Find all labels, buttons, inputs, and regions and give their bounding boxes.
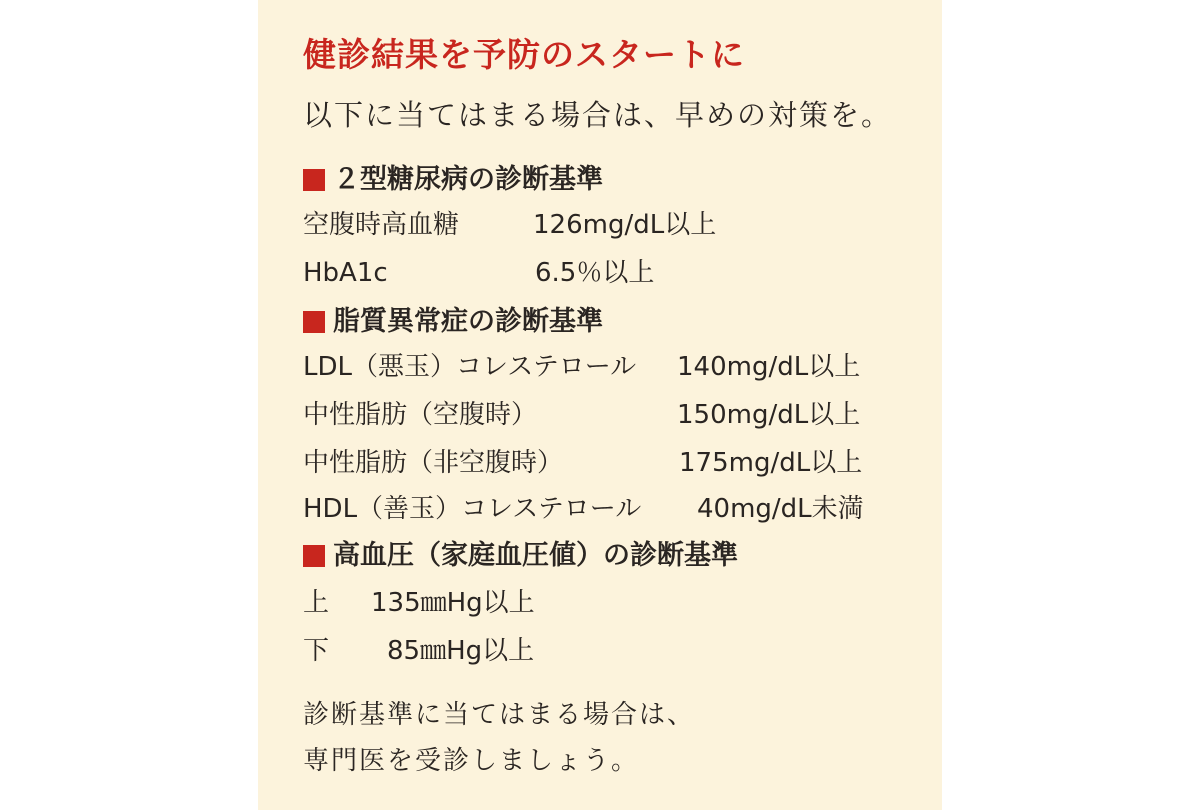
page-title: 健診結果を予防のスタートに: [303, 35, 745, 74]
criteria-row-triglyceride-nonfasting: [303, 450, 883, 480]
red-square-icon: [303, 311, 325, 333]
section-heading-diabetes: [303, 166, 603, 193]
footer-line-1: 診断基準に当てはまる場合は、: [303, 700, 696, 730]
criteria-value: 175mg/dL以上: [679, 448, 863, 478]
criteria-label: 上: [303, 588, 330, 618]
section-heading-hypertension: [303, 542, 738, 569]
footer-line-2: 専門医を受診しましょう。: [303, 746, 640, 776]
criteria-row-triglyceride-fasting: [303, 402, 883, 432]
red-square-icon: [303, 545, 325, 567]
criteria-value: 135㎜Hg以上: [371, 588, 535, 618]
criteria-row-systolic: [303, 590, 603, 620]
criteria-label: HDL（善玉）コレステロール: [303, 494, 642, 524]
criteria-value: 6.5％以上: [535, 258, 655, 288]
criteria-label: 空腹時高血糖: [303, 210, 460, 240]
red-square-icon: [303, 169, 325, 191]
section-heading-text: ２型糖尿病の診断基準: [333, 164, 603, 195]
criteria-label: 中性脂肪（空腹時）: [303, 400, 538, 430]
criteria-value: 140mg/dL以上: [677, 352, 861, 382]
criteria-value: 126mg/dL以上: [533, 210, 717, 240]
page-subtitle: 以下に当てはまる場合は、早めの対策を。: [303, 98, 893, 132]
criteria-value: 150mg/dL以上: [677, 400, 861, 430]
criteria-row-diastolic: [303, 638, 603, 668]
criteria-row-fasting-glucose: [303, 210, 717, 242]
criteria-label: 中性脂肪（非空腹時）: [303, 448, 564, 478]
criteria-label: 下: [303, 636, 330, 666]
section-heading-dyslipidemia: [303, 308, 603, 335]
criteria-row-ldl: [303, 354, 883, 384]
criteria-label: HbA1c: [303, 258, 388, 288]
criteria-row-hdl: [303, 496, 883, 526]
criteria-value: 40mg/dL未満: [697, 494, 864, 524]
criteria-label: LDL（悪玉）コレステロール: [303, 352, 637, 382]
criteria-value: 85㎜Hg以上: [387, 636, 535, 666]
section-heading-text: 脂質異常症の診断基準: [333, 306, 603, 337]
info-panel: [258, 0, 942, 810]
section-heading-text: 高血圧（家庭血圧値）の診断基準: [333, 540, 738, 571]
criteria-row-hba1c: [303, 260, 703, 290]
